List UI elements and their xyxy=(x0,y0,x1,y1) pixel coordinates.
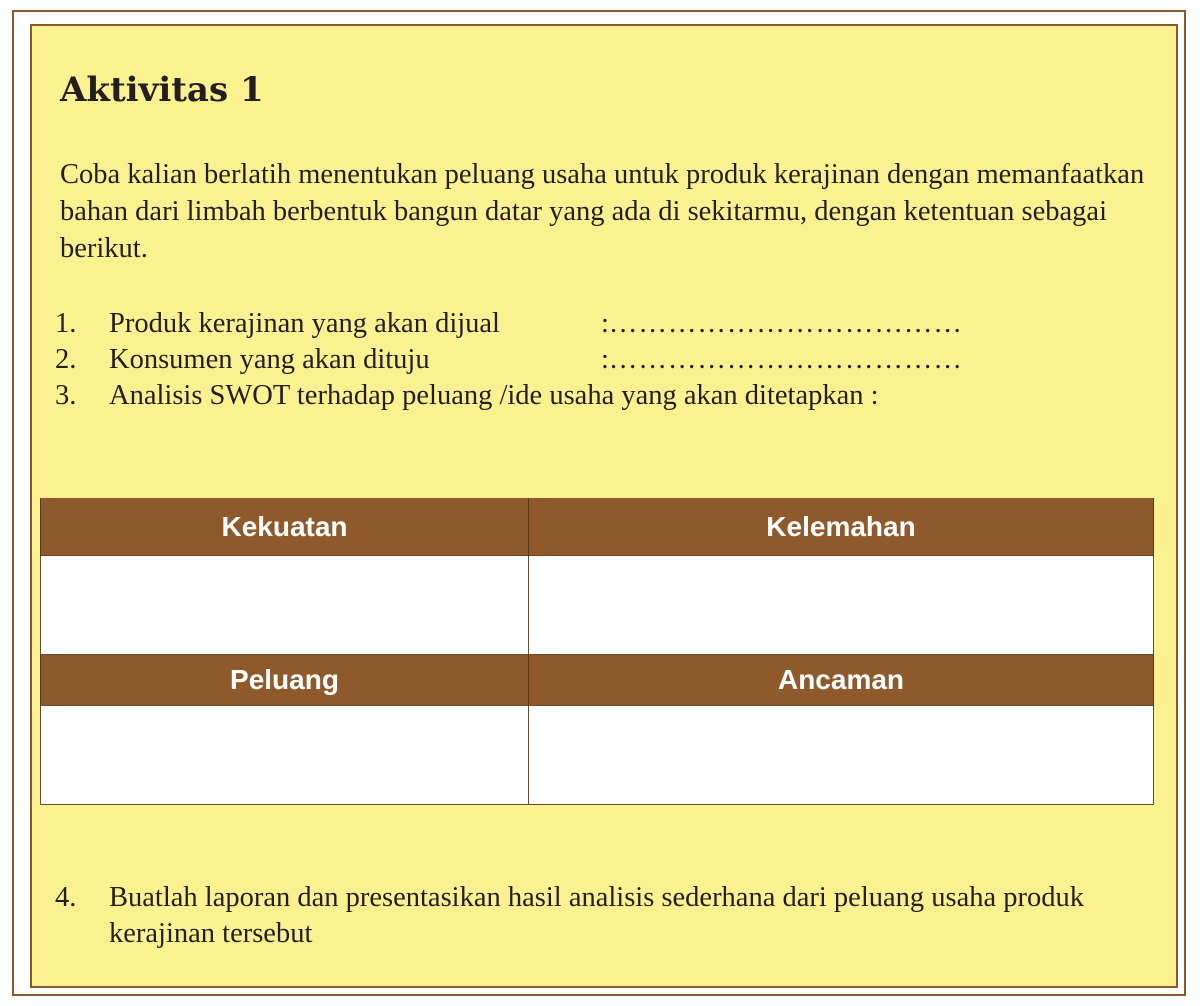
weaknesses-answer-cell[interactable] xyxy=(529,556,1154,655)
item-colon: : xyxy=(601,308,609,339)
swot-table xyxy=(40,498,1154,805)
swot-header-row xyxy=(41,498,1154,556)
instruction-list xyxy=(55,306,1155,414)
item-number: 3. xyxy=(55,380,77,411)
threats-header: Ancaman xyxy=(529,655,1154,706)
item-number: 1. xyxy=(55,308,77,339)
fill-in-blank: ……………………………… xyxy=(608,344,963,375)
strengths-header: Kekuatan xyxy=(41,498,529,556)
strengths-answer-cell[interactable] xyxy=(41,556,529,655)
opportunities-answer-cell[interactable] xyxy=(41,706,529,805)
weaknesses-header: Kelemahan xyxy=(529,498,1154,556)
item-label: Produk kerajinan yang akan dijual xyxy=(109,308,500,339)
list-item-4 xyxy=(55,880,1175,952)
item-number: 4. xyxy=(55,882,77,913)
swot-answer-row xyxy=(41,706,1154,805)
activity-title: Aktivitas 1 xyxy=(60,70,264,110)
item-colon: : xyxy=(601,344,609,375)
item-label: Analisis SWOT terhadap peluang /ide usaha yang akan ditetapkan : xyxy=(109,380,879,411)
intro-paragraph: Coba kalian berlatih menentukan peluang usaha untuk produk kerajinan dengan memanfaatkan bahan dari limbah berbentuk bangun datar yang ada di sekitarmu, dengan ketentuan sebagai berikut. xyxy=(60,159,1145,264)
swot-header-row xyxy=(41,655,1154,706)
opportunities-header: Peluang xyxy=(41,655,529,706)
swot-answer-row xyxy=(41,556,1154,655)
threats-answer-cell[interactable] xyxy=(529,706,1154,805)
list-item xyxy=(55,342,1155,378)
list-item xyxy=(55,378,1155,414)
item-text: Buatlah laporan dan presentasikan hasil analisis sederhana dari peluang usaha produk kerajinan tersebut xyxy=(109,882,1085,949)
list-item xyxy=(55,306,1155,342)
item-label: Konsumen yang akan dituju xyxy=(109,344,430,375)
item-number: 2. xyxy=(55,344,77,375)
fill-in-blank: ……………………………… xyxy=(608,308,963,339)
